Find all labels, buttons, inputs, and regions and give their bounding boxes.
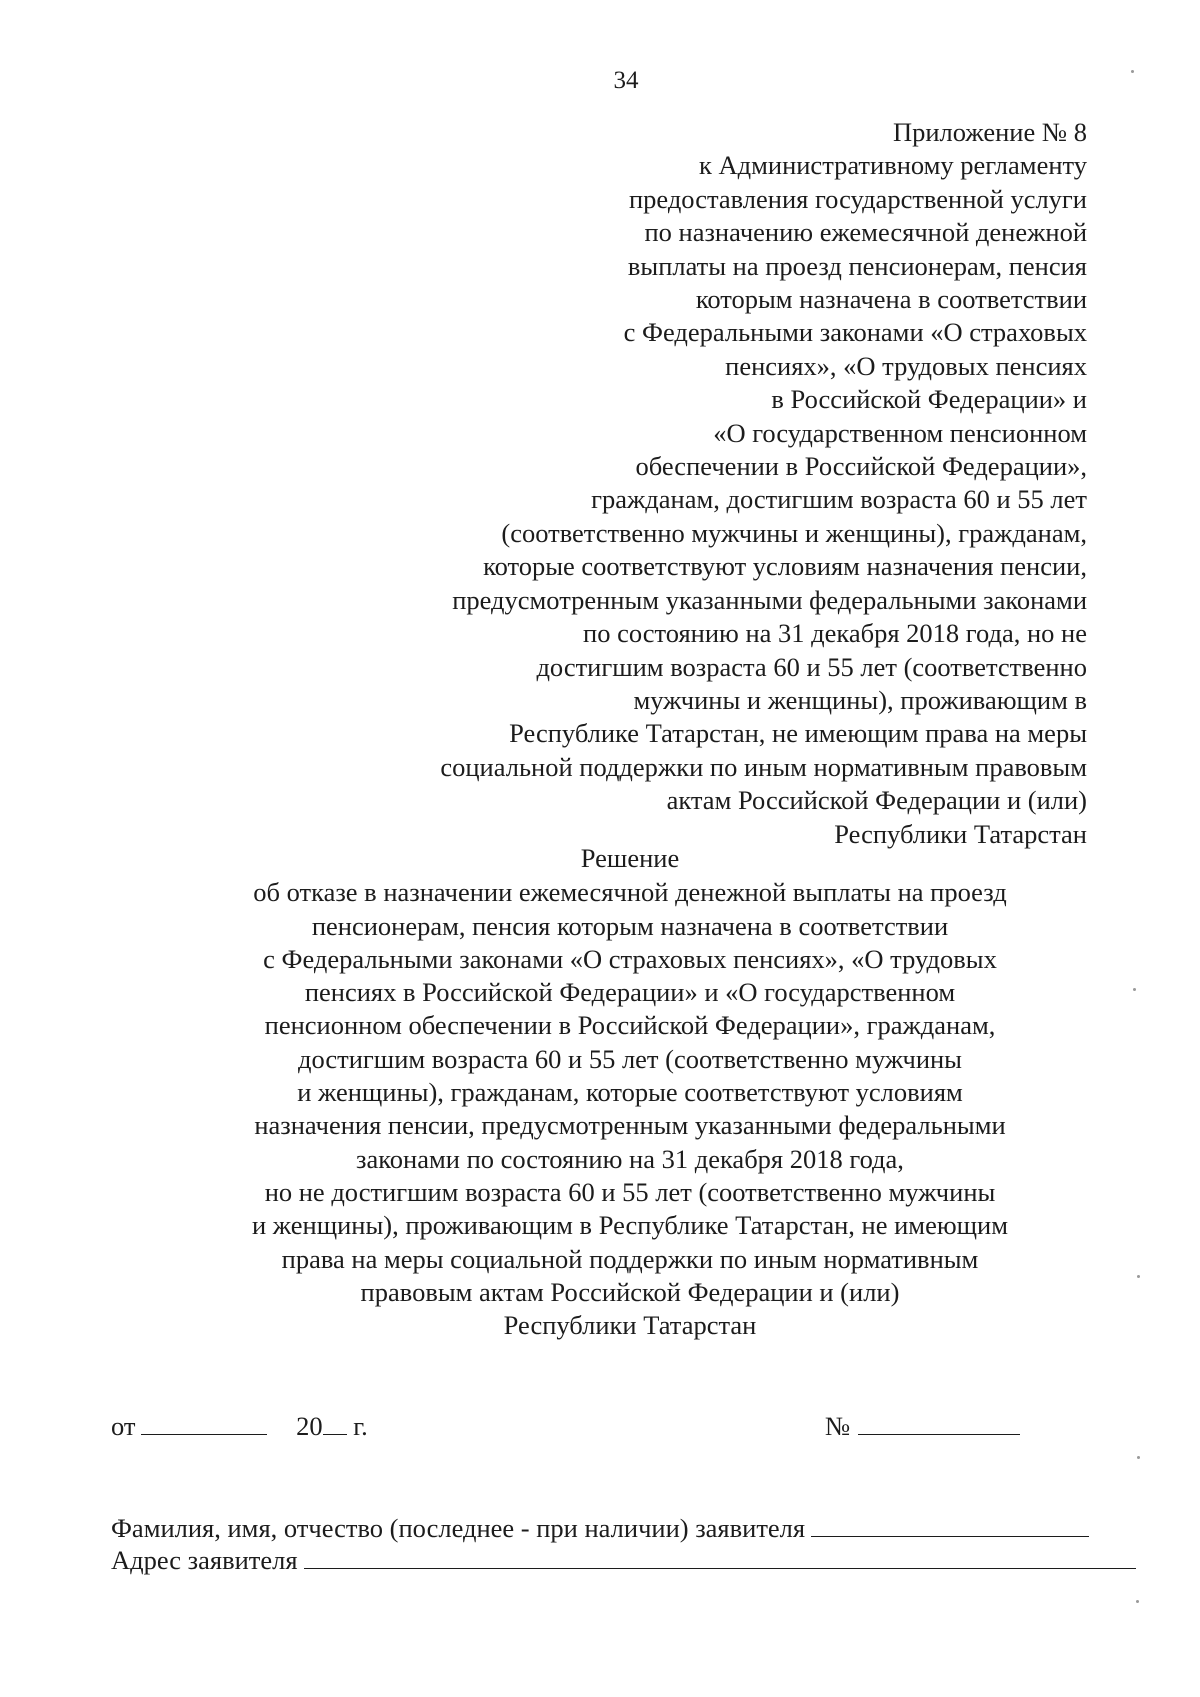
appendix-line: Республике Татарстан, не имеющим права на меры <box>509 718 1087 749</box>
number-row <box>825 1408 1020 1442</box>
year-prefix-label: 20 <box>296 1411 323 1441</box>
year-suffix-label: г. <box>353 1411 368 1441</box>
decision-subtitle-line: с Федеральными законами «О страховых пенсиях», «О трудовых <box>263 943 997 974</box>
appendix-line: социальной поддержки по иным нормативным правовым <box>440 751 1087 782</box>
date-row <box>111 1408 368 1442</box>
scan-speck <box>1133 988 1136 991</box>
decision-subtitle-line: и женщины), проживающим в Республике Татарстан, не имеющим <box>251 1210 1008 1241</box>
number-label: № <box>825 1411 851 1441</box>
appendix-line: по назначению ежемесячной денежной <box>644 217 1087 248</box>
year-blank <box>323 1408 347 1435</box>
appendix-line: (соответственно мужчины и женщины), гражданам, <box>501 517 1087 548</box>
decision-subtitle-line: об отказе в назначении ежемесячной денежной выплаты на проезд <box>253 877 1007 908</box>
decision-subtitle-line: пенсионерам, пенсия которым назначена в соответствии <box>311 910 949 941</box>
appendix-line: к Административному регламенту <box>699 150 1087 181</box>
scan-speck <box>1131 70 1134 73</box>
appendix-line: которые соответствуют условиям назначения пенсии, <box>483 551 1087 582</box>
decision-subtitle-line: достигшим возраста 60 и 55 лет (соответственно мужчины <box>298 1043 962 1074</box>
applicant-address-blank <box>304 1542 1136 1569</box>
appendix-line: по состоянию на 31 декабря 2018 года, но не <box>583 618 1087 649</box>
appendix-line: выплаты на проезд пенсионерам, пенсия <box>627 250 1087 281</box>
scan-speck <box>1137 1275 1140 1278</box>
appendix-line: Приложение № 8 <box>892 117 1087 147</box>
appendix-line: с Федеральными законами «О страховых <box>623 317 1087 348</box>
appendix-line: Республики Татарстан <box>834 818 1087 849</box>
scan-speck <box>1136 1600 1139 1603</box>
decision-subtitle-line: пенсиях в Российской Федерации» и «О государственном <box>304 977 956 1008</box>
decision-block <box>160 842 1100 1342</box>
decision-subtitle-line: пенсионном обеспечении в Российской Федерации», гражданам, <box>264 1010 996 1041</box>
appendix-line: которым назначена в соответствии <box>695 284 1087 315</box>
appendix-line: достигшим возраста 60 и 55 лет (соответственно <box>536 651 1087 682</box>
appendix-line: актам Российской Федерации и (или) <box>666 785 1087 816</box>
applicant-address-row <box>111 1542 1136 1576</box>
decision-subtitle-line: права на меры социальной поддержки по иным нормативным <box>281 1243 979 1274</box>
applicant-name-label: Фамилия, имя, отчество (последнее - при наличии) заявителя <box>111 1513 806 1543</box>
appendix-line: пенсиях», «О трудовых пенсиях <box>725 350 1087 381</box>
decision-subtitle-line: законами по состоянию на 31 декабря 2018 года, <box>356 1143 904 1174</box>
applicant-name-blank <box>811 1510 1089 1537</box>
number-blank <box>858 1408 1020 1435</box>
appendix-line: в Российской Федерации» и <box>771 384 1087 415</box>
decision-subtitle-line: но не достигшим возраста 60 и 55 лет (соответственно мужчины <box>264 1176 996 1207</box>
decision-subtitle-line: Республики Татарстан <box>503 1310 757 1341</box>
appendix-line: обеспечении в Российской Федерации», <box>635 451 1087 482</box>
appendix-line: предусмотренным указанными федеральными законами <box>452 584 1087 615</box>
decision-subtitle-line: и женщины), гражданам, которые соответствуют условиям <box>297 1077 963 1108</box>
decision-title: Решение <box>580 843 680 873</box>
decision-subtitle-line: назначения пенсии, предусмотренным указанными федеральными <box>254 1110 1006 1141</box>
date-blank <box>141 1408 267 1435</box>
appendix-line: гражданам, достигшим возраста 60 и 55 лет <box>591 484 1087 515</box>
appendix-line: «О государственном пенсионном <box>713 417 1087 448</box>
appendix-line: предоставления государственной услуги <box>628 183 1087 214</box>
applicant-name-row <box>111 1510 1089 1544</box>
decision-subtitle-line: правовым актам Российской Федерации и (или) <box>360 1276 900 1307</box>
scan-speck <box>1137 1456 1140 1459</box>
appendix-header <box>327 116 1087 851</box>
appendix-line: мужчины и женщины), проживающим в <box>633 684 1087 715</box>
applicant-address-label: Адрес заявителя <box>111 1545 298 1575</box>
date-prefix-label: от <box>111 1411 136 1441</box>
page-number: 34 <box>613 67 639 94</box>
